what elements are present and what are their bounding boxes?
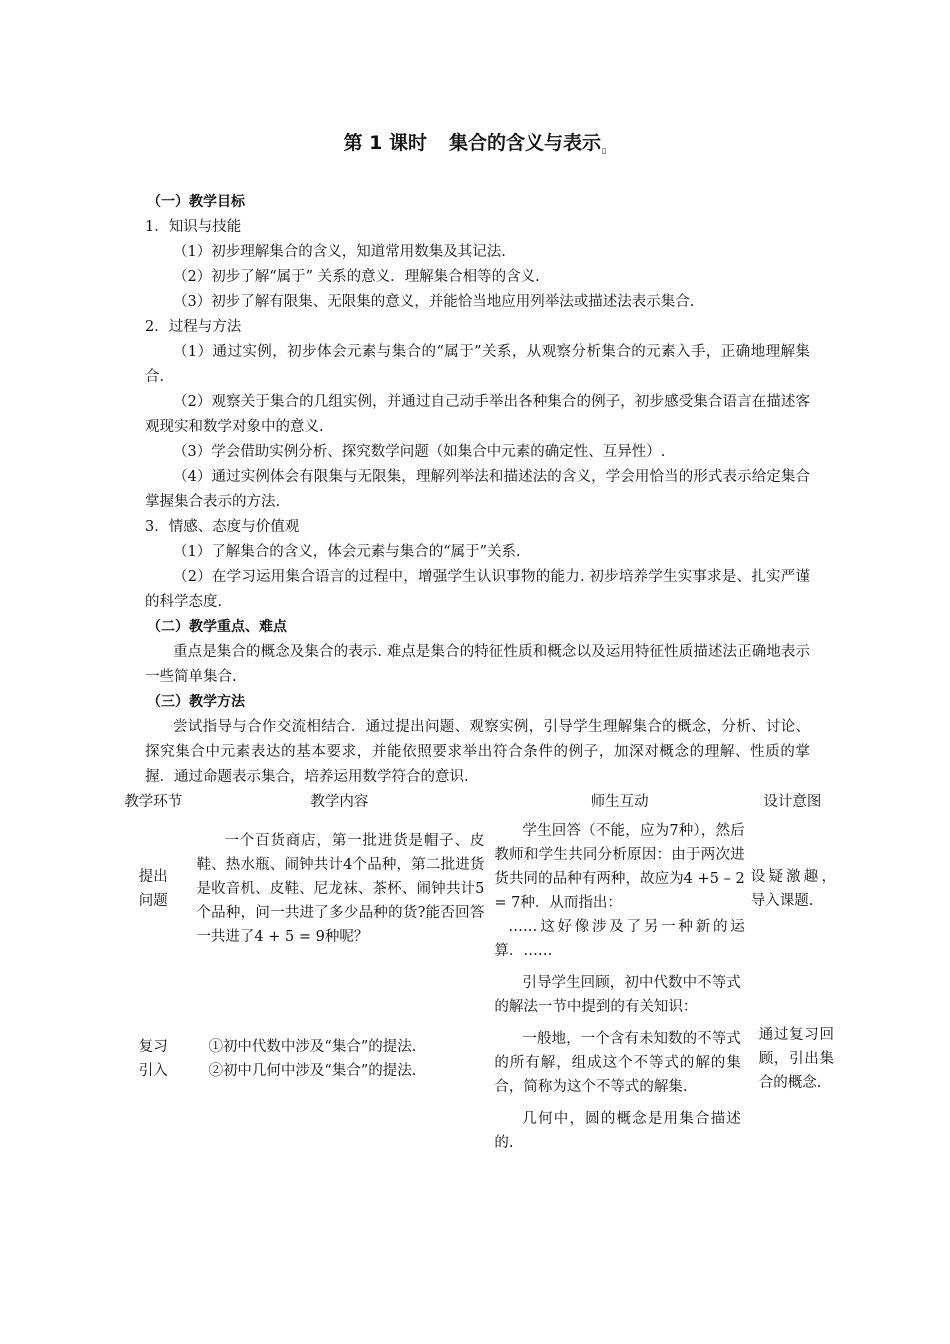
objective-item: （2）在学习运用集合语言的过程中，增强学生认识事物的能力. 初步培养学生实事求是、扎实严谨的科学态度.	[145, 569, 810, 610]
table-header-row	[118, 789, 836, 815]
key-points-text: 重点是集合的概念及集合的表示. 难点是集合的特征性质和概念以及运用特征性质描述法正确地表示一些简单集合.	[145, 644, 810, 685]
objective-item: （2）初步了解“属于” 关系的意义．理解集合相等的含义.	[173, 269, 540, 285]
objective-item: （3）学会借助实例分析、探究数学问题（如集合中元素的确定性、互异性）.	[173, 444, 666, 460]
objective-item: （1）初步理解集合的含义，知道常用数集及其记法.	[173, 244, 506, 260]
table-row	[118, 815, 836, 963]
column-header: 教学环节	[124, 794, 183, 810]
intent-cell: 设疑激趣，导入课题.	[750, 869, 836, 909]
content-cell: 一个百货商店，第一批进货是帽子、皮鞋、热水瓶、闹钟共计4个品种，第二批进货是收音机、皮鞋、尼龙袜、茶杯、闹钟共计5个品种，问一共进了多少品种的货?能否回答一共进了4 + 5 = 9种呢？	[196, 833, 485, 945]
content-cell: ①初中代数中涉及“集合”的提法. ②初中几何中涉及“集合”的提法.	[208, 1039, 417, 1079]
stage-cell: 提出 问题	[138, 869, 168, 909]
objective-item: （3）初步了解有限集、无限集的意义，并能恰当地应用列举法或描述法表示集合.	[173, 294, 695, 310]
paragraph-mark-icon: ▯	[602, 146, 607, 155]
subsection-attitude: 3．情感、态度与价值观	[145, 519, 300, 535]
interaction-cell: 学生回答（不能，应为7种），然后教师和学生共同分析原因：由于两次进货共同的品种有两种，故应为4 +5 – 2 = 7种．从而指出： ……这好像涉及了另一种新的运算．……	[494, 823, 745, 959]
objective-item: （1）通过实例，初步体会元素与集合的“属于”关系，从观察分析集合的元素入手，正确地理解集合.	[145, 344, 810, 385]
column-header: 师生互动	[590, 794, 649, 810]
lesson-table	[118, 789, 836, 1155]
subsection-knowledge: 1．知识与技能	[145, 219, 242, 235]
objective-item: （2）观察关于集合的几组实例，并通过自己动手举出各种集合的例子，初步感受集合语言在描述客观现实和数学对象中的意义.	[145, 394, 810, 435]
intent-cell: 通过复习回顾，引出集合的概念.	[758, 1027, 834, 1091]
objective-item: （1）了解集合的含义，体会元素与集合的“属于”关系.	[173, 544, 521, 560]
page-title	[0, 128, 950, 155]
document-body	[145, 190, 810, 790]
section-heading-key-points: （二）教学重点、难点	[147, 619, 287, 635]
column-header: 教学内容	[310, 794, 369, 810]
title-lesson-number: 第 1 课时	[343, 132, 428, 154]
methods-text: 尝试指导与合作交流相结合．通过提出问题、观察实例，引导学生理解集合的概念，分析、讨论、探究集合中元素表达的基本要求，并能依照要求举出符合条件的例子，加深对概念的理解、性质的掌握．通过命题表示集合，培养运用数学符合的意识.	[145, 719, 810, 785]
table-row	[118, 963, 836, 1155]
objective-item: （4）通过实例体会有限集与无限集，理解列举法和描述法的含义，学会用恰当的形式表示给定集合掌握集合表示的方法.	[145, 469, 810, 510]
subsection-process: 2．过程与方法	[145, 319, 242, 335]
title-topic: 集合的含义与表示	[449, 132, 602, 154]
stage-cell: 复习 引入	[138, 1039, 168, 1079]
interaction-cell: 引导学生回顾，初中代数中不等式的解法一节中提到的有关知识： 一般地，一个含有未知数的不等式的所有解，组成这个不等式的解的集合，简称为这个不等式的解集. 几何中，圆的概念是用集合描述的.	[494, 975, 741, 1151]
section-heading-objectives: （一）教学目标	[147, 194, 245, 210]
column-header: 设计意图	[763, 794, 822, 810]
section-heading-methods: （三）教学方法	[147, 694, 245, 710]
